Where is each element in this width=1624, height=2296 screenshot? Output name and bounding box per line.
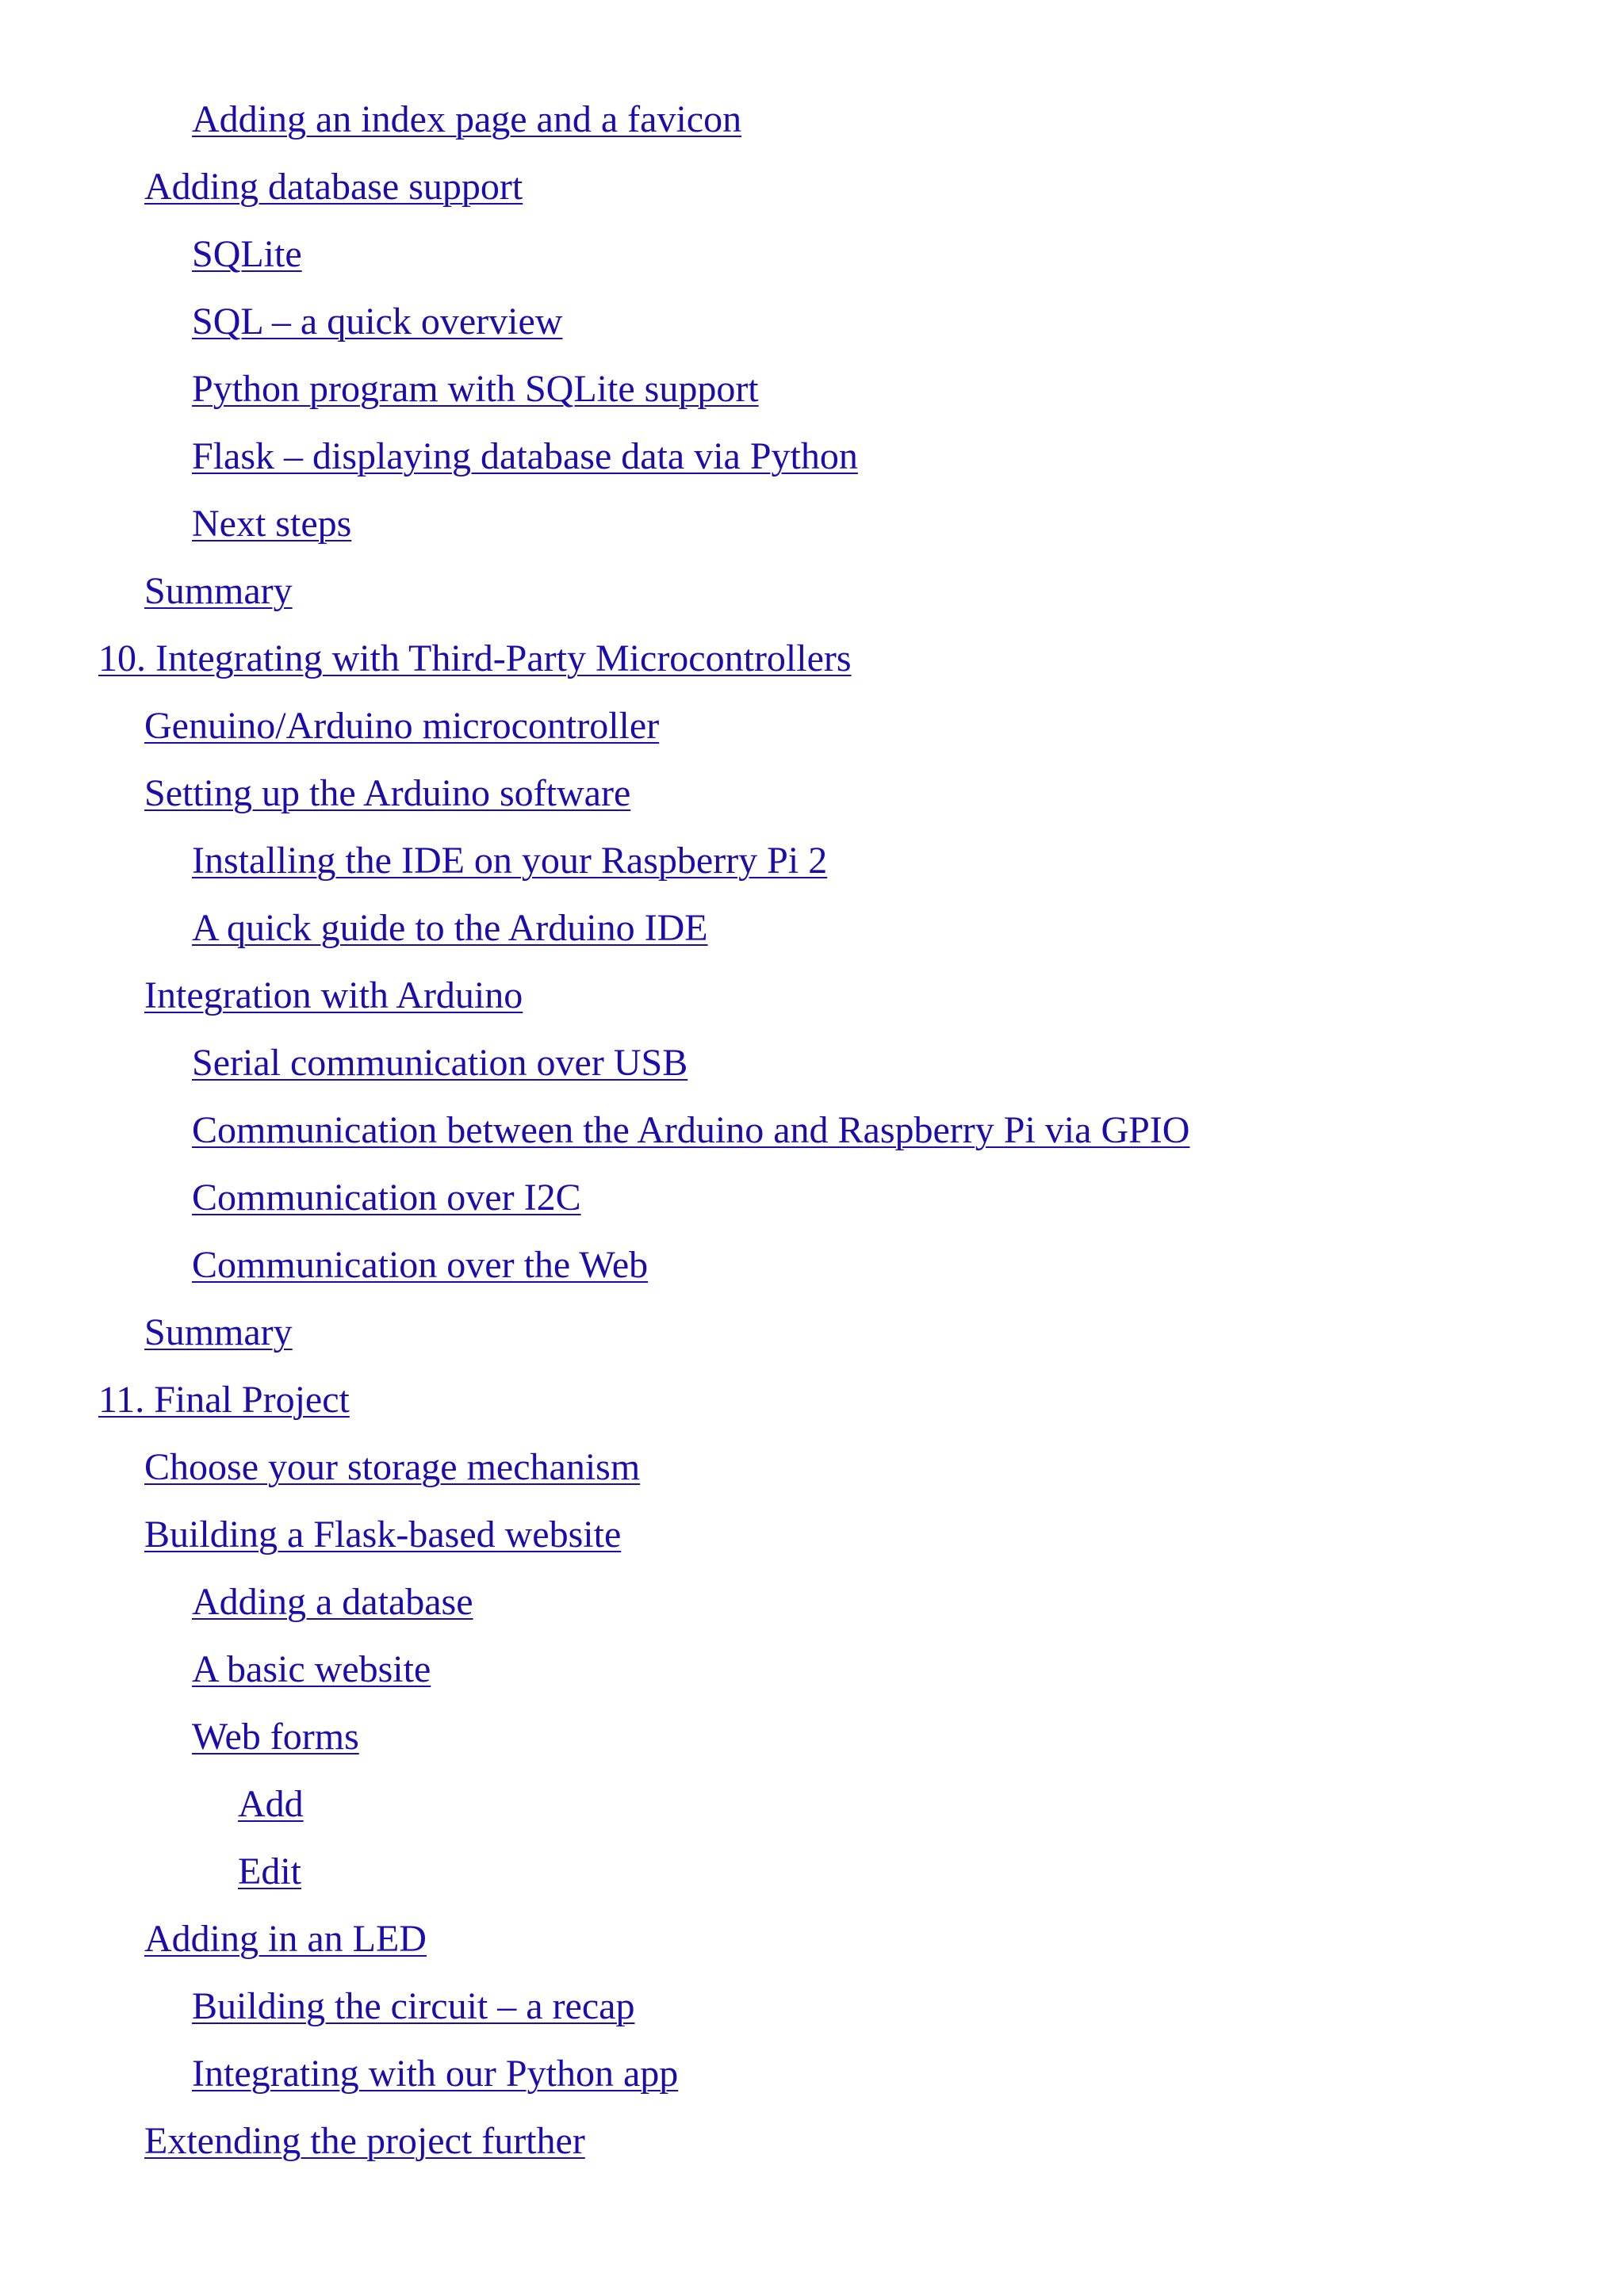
toc-entry bbox=[0, 1576, 1189, 1644]
toc-entry bbox=[0, 94, 1189, 161]
toc-entry bbox=[0, 161, 1189, 228]
toc-entry bbox=[0, 1913, 1189, 1980]
toc-entry bbox=[0, 1509, 1189, 1576]
toc-chapter-link[interactable]: 11. Final Project bbox=[98, 1379, 350, 1421]
toc-section-link[interactable]: SQLite bbox=[192, 233, 302, 275]
toc-entry bbox=[0, 1711, 1189, 1778]
toc-section-link[interactable]: Genuino/Arduino microcontroller bbox=[144, 705, 660, 747]
toc-entry bbox=[0, 1037, 1189, 1104]
toc-entry bbox=[0, 1374, 1189, 1441]
toc-entry bbox=[0, 2048, 1189, 2115]
toc-section-link[interactable]: Summary bbox=[144, 1311, 293, 1353]
toc-entry bbox=[0, 498, 1189, 565]
toc-entry bbox=[0, 296, 1189, 363]
toc-entry bbox=[0, 1104, 1189, 1172]
toc-section-link[interactable]: Setting up the Arduino software bbox=[144, 772, 631, 814]
toc-entry bbox=[0, 2115, 1189, 2183]
toc-entry bbox=[0, 228, 1189, 296]
toc-section-link[interactable]: Flask – displaying database data via Python bbox=[192, 435, 858, 477]
toc-entry bbox=[0, 1846, 1189, 1913]
toc-section-link[interactable]: Extending the project further bbox=[144, 2120, 585, 2162]
toc-section-link[interactable]: Adding an index page and a favicon bbox=[192, 98, 742, 140]
toc-entry bbox=[0, 970, 1189, 1037]
toc-entry bbox=[0, 902, 1189, 970]
toc-entry bbox=[0, 1172, 1189, 1239]
toc-entry bbox=[0, 767, 1189, 835]
toc-entry bbox=[0, 835, 1189, 902]
toc-entry bbox=[0, 700, 1189, 767]
toc-section-link[interactable]: Communication over the Web bbox=[192, 1244, 649, 1286]
toc-section-link[interactable]: Building the circuit – a recap bbox=[192, 1985, 635, 2027]
toc-section-link[interactable]: Summary bbox=[144, 570, 293, 612]
toc-entry bbox=[0, 633, 1189, 700]
toc-entry bbox=[0, 430, 1189, 498]
toc-section-link[interactable]: Communication between the Arduino and Raspberry Pi via GPIO bbox=[192, 1109, 1190, 1151]
toc-entry bbox=[0, 1307, 1189, 1374]
toc-section-link[interactable]: Add bbox=[238, 1783, 304, 1825]
toc-chapter-link[interactable]: 10. Integrating with Third-Party Microcontrollers bbox=[98, 637, 852, 679]
toc-section-link[interactable]: Building a Flask-based website bbox=[144, 1513, 622, 1556]
toc-section-link[interactable]: Installing the IDE on your Raspberry Pi 2 bbox=[192, 840, 828, 882]
toc-entry bbox=[0, 1239, 1189, 1307]
toc-section-link[interactable]: Choose your storage mechanism bbox=[144, 1446, 641, 1488]
toc-section-link[interactable]: A basic website bbox=[192, 1648, 431, 1690]
toc-section-link[interactable]: Edit bbox=[238, 1850, 301, 1892]
toc-section-link[interactable]: Next steps bbox=[192, 503, 352, 545]
toc-section-link[interactable]: A quick guide to the Arduino IDE bbox=[192, 907, 708, 949]
toc-entry bbox=[0, 363, 1189, 430]
toc-section-link[interactable]: Adding in an LED bbox=[144, 1918, 427, 1960]
toc-section-link[interactable]: Communication over I2C bbox=[192, 1177, 581, 1219]
toc-entry bbox=[0, 1980, 1189, 2048]
toc-entry bbox=[0, 1441, 1189, 1509]
toc-section-link[interactable]: Web forms bbox=[192, 1716, 359, 1758]
table-of-contents bbox=[0, 94, 1189, 2183]
toc-section-link[interactable]: Python program with SQLite support bbox=[192, 368, 759, 410]
toc-section-link[interactable]: SQL – a quick overview bbox=[192, 300, 563, 342]
toc-entry bbox=[0, 1644, 1189, 1711]
toc-section-link[interactable]: Integration with Arduino bbox=[144, 974, 523, 1016]
toc-entry bbox=[0, 565, 1189, 633]
toc-section-link[interactable]: Serial communication over USB bbox=[192, 1042, 688, 1084]
toc-section-link[interactable]: Integrating with our Python app bbox=[192, 2053, 679, 2095]
toc-section-link[interactable]: Adding a database bbox=[192, 1581, 473, 1623]
toc-entry bbox=[0, 1778, 1189, 1846]
toc-section-link[interactable]: Adding database support bbox=[144, 166, 523, 208]
